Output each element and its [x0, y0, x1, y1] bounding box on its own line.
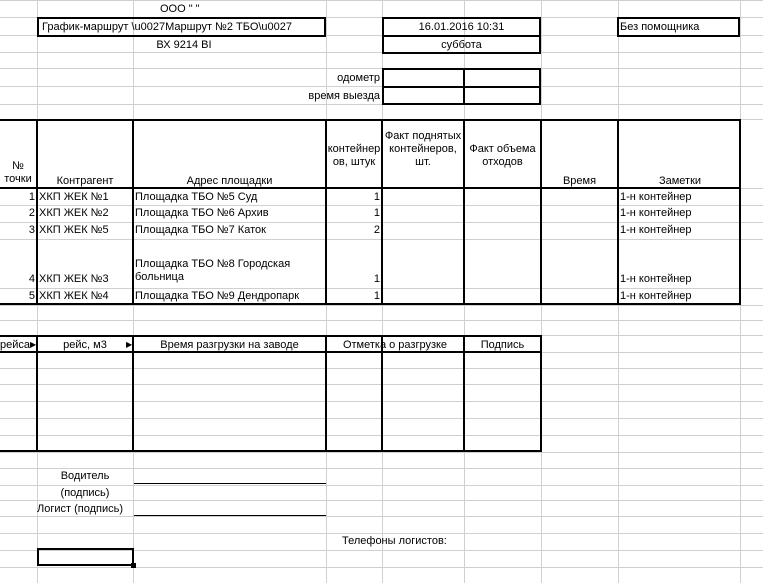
logist-phones-label: Телефоны логистов:: [342, 535, 447, 547]
row-no: 1: [28, 191, 35, 203]
col-header-trips: рейса: [0, 339, 30, 351]
row-note[interactable]: 1-н контейнер: [620, 290, 692, 302]
logist-label: Логист (подпись): [37, 503, 123, 515]
fill-handle[interactable]: [131, 563, 136, 568]
col-header-fact-containers: Факт поднятых контейнеров, шт.: [384, 130, 462, 168]
col-header-time: Время: [562, 175, 597, 187]
overflow-arrow-icon: ▶: [126, 340, 133, 349]
row-contractor[interactable]: ХКП ЖЕК №2: [39, 207, 109, 219]
selected-cell[interactable]: [37, 548, 134, 566]
col-header-notes: Заметки: [658, 175, 702, 187]
logist-signature-line[interactable]: [134, 515, 326, 516]
row-address[interactable]: Площадка ТБО №8 Городская больница: [135, 258, 291, 283]
row-contractor[interactable]: ХКП ЖЕК №5: [39, 224, 109, 236]
overflow-arrow-icon: ▶: [30, 340, 37, 349]
col-header-fact-volume: Факт объема отходов: [469, 143, 536, 168]
col-divider: [463, 335, 465, 452]
row-count[interactable]: 1: [373, 191, 380, 203]
col-header-unload-mark: Отметка о разгрузке: [342, 339, 448, 351]
row-count[interactable]: 2: [373, 224, 380, 236]
row-no: 3: [28, 224, 35, 236]
route-datetime: 16.01.2016 10:31: [418, 21, 505, 33]
odometer-vdivider: [463, 68, 465, 105]
row-contractor[interactable]: ХКП ЖЕК №4: [39, 290, 109, 302]
odometer-hdivider: [382, 86, 541, 88]
col-divider: [132, 335, 134, 452]
driver-label: Водитель: [60, 470, 110, 482]
row-count[interactable]: 1: [373, 290, 380, 302]
col-header-unload-time: Время разгрузки на заводе: [160, 339, 299, 351]
odometer-label: одометр: [337, 72, 380, 84]
row-address[interactable]: Площадка ТБО №5 Суд: [135, 191, 258, 203]
driver-signature-line[interactable]: [134, 483, 326, 484]
row-count[interactable]: 1: [373, 273, 380, 285]
col-header-contractor: Контрагент: [56, 175, 114, 187]
row-no: 4: [28, 273, 35, 285]
col-header-no: № точки: [4, 160, 32, 185]
row-note[interactable]: 1-н контейнер: [620, 191, 692, 203]
departure-label: время выезда: [308, 90, 380, 102]
row-contractor[interactable]: ХКП ЖЕК №1: [39, 191, 109, 203]
row-address[interactable]: Площадка ТБО №7 Каток: [135, 224, 266, 236]
driver-signature-hint: (подпись): [60, 487, 110, 499]
col-divider: [36, 335, 38, 452]
row-note[interactable]: 1-н контейнер: [620, 273, 692, 285]
col-divider: [132, 119, 134, 305]
col-header-containers: контейнеров, штук: [327, 143, 381, 168]
row-count[interactable]: 1: [373, 207, 380, 219]
row-address[interactable]: Площадка ТБО №6 Архив: [135, 207, 269, 219]
row-address[interactable]: Площадка ТБО №9 Дендропарк: [135, 290, 300, 302]
col-divider: [540, 119, 542, 305]
col-divider: [617, 119, 619, 305]
row-note[interactable]: 1-н контейнер: [620, 224, 692, 236]
vehicle-plate: ВХ 9214 ВІ: [156, 39, 212, 51]
col-divider: [381, 335, 383, 452]
row-no: 2: [28, 207, 35, 219]
row-no: 5: [28, 290, 35, 302]
col-divider: [325, 335, 327, 452]
assistant-status: Без помощника: [620, 21, 700, 33]
col-header-trip-m3: рейс, м3: [63, 339, 107, 351]
company-name: ООО " ": [160, 3, 200, 15]
col-header-address: Адрес площадки: [186, 175, 273, 187]
row-contractor[interactable]: ХКП ЖЕК №3: [39, 273, 109, 285]
route-title: График-маршрут \u0027Маршрут №2 ТБО\u0027: [42, 21, 293, 33]
col-header-signature: Подпись: [480, 339, 525, 351]
datetime-divider: [382, 35, 541, 37]
col-divider: [36, 119, 38, 305]
row-note[interactable]: 1-н контейнер: [620, 207, 692, 219]
route-weekday: суббота: [441, 39, 482, 51]
